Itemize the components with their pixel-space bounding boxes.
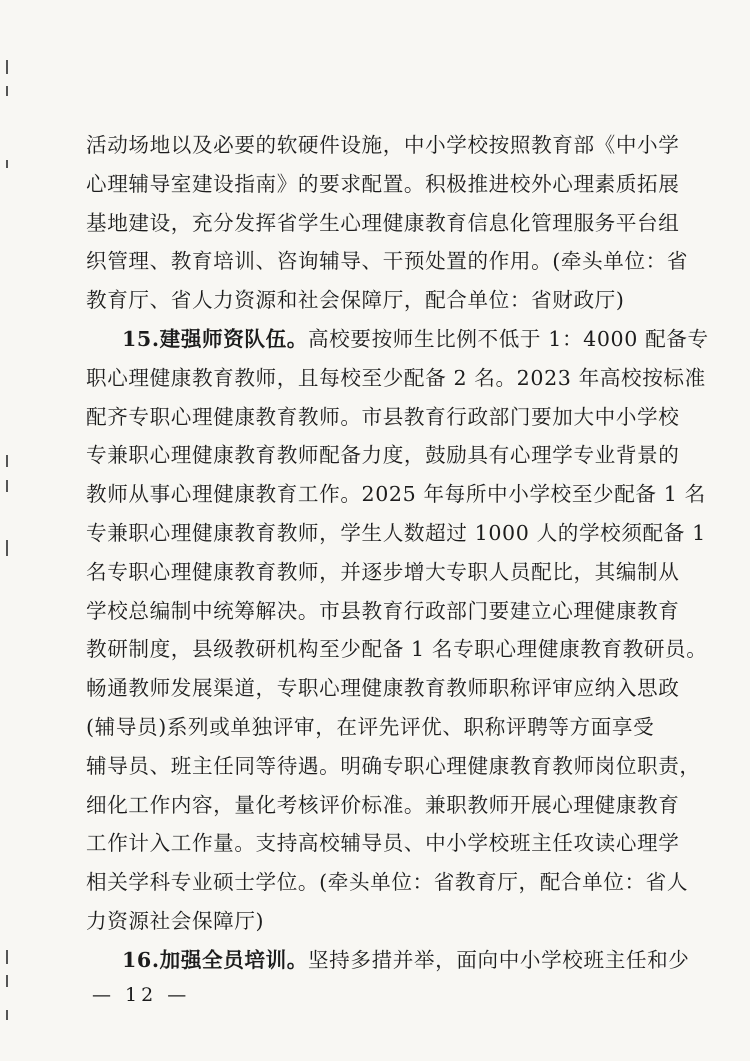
scan-edge-mark [6, 950, 8, 964]
scan-edge-mark [6, 86, 8, 96]
text-line: 相关学科专业硕士学位。(牵头单位：省教育厅，配合单位：省人 [86, 870, 689, 895]
text-line: 配齐专职心理健康教育教师。市县教育行政部门要加大中小学校 [86, 404, 680, 429]
paragraph-16-first-line [86, 941, 690, 980]
text-line: (辅导员)系列或单独评审，在评先评优、职称评聘等方面享受 [86, 714, 655, 739]
text-line: 畅通教师发展渠道，专职心理健康教育教师职称评审应纳入思政 [86, 676, 680, 701]
text-line: 高校要按师生比例不低于 1：4000 配备专 [307, 326, 709, 351]
page-number: — 12 — [92, 984, 191, 1006]
text-line: 力资源社会保障厅) [86, 908, 265, 933]
paragraph-15-first-line [86, 320, 709, 359]
section-heading-15: 15.建强师资队伍。 [122, 326, 308, 351]
text-line: 学校总编制中统筹解决。市县教育行政部门要建立心理健康教育 [86, 598, 680, 623]
text-line: 基地建设，充分发挥省学生心理健康教育信息化管理服务平台组 [86, 210, 680, 235]
section-heading-16: 16.加强全员培训。 [122, 947, 308, 972]
text-line: 心理辅导室建设指南》的要求配置。积极推进校外心理素质拓展 [86, 171, 680, 196]
text-line: 名专职心理健康教育教师，并逐步增大专职人员配比，其编制从 [86, 559, 680, 584]
scan-edge-mark [6, 480, 8, 492]
text-line: 教师从事心理健康教育工作。2025 年每所中小学校至少配备 1 名 [86, 482, 706, 507]
text-line: 活动场地以及必要的软硬件设施，中小学校按照教育部《中小学 [86, 133, 680, 157]
text-line: 织管理、教育培训、咨询辅导、干预处置的作用。(牵头单位：省 [86, 249, 689, 274]
scan-edge-mark [6, 975, 8, 987]
scan-edge-mark [6, 455, 8, 467]
text-line: 坚持多措并举，面向中小学校班主任和少 [307, 947, 690, 972]
text-line: 辅导员、班主任同等待遇。明确专职心理健康教育教师岗位职责， [86, 753, 701, 778]
text-line: 专兼职心理健康教育教师配备力度，鼓励具有心理学专业背景的 [86, 443, 680, 468]
text-line: 教育厅、省人力资源和社会保障厅，配合单位：省财政厅) [86, 288, 625, 313]
text-line: 专兼职心理健康教育教师，学生人数超过 1000 人的学校须配备 1 [86, 520, 706, 545]
body-text [86, 126, 709, 980]
scan-edge-mark [6, 60, 8, 74]
scan-edge-mark [6, 1010, 8, 1020]
scan-edge-mark [6, 160, 8, 168]
text-line: 细化工作内容，量化考核评价标准。兼职教师开展心理健康教育 [86, 792, 680, 817]
text-line: 教研制度，县级教研机构至少配备 1 名专职心理健康教育教研员。 [86, 637, 708, 662]
scan-edge-mark [6, 540, 8, 556]
text-line: 职心理健康教育教师，且每校至少配备 2 名。2023 年高校按标准 [86, 365, 706, 390]
text-line: 工作计入工作量。支持高校辅导员、中小学校班主任攻读心理学 [86, 831, 680, 856]
